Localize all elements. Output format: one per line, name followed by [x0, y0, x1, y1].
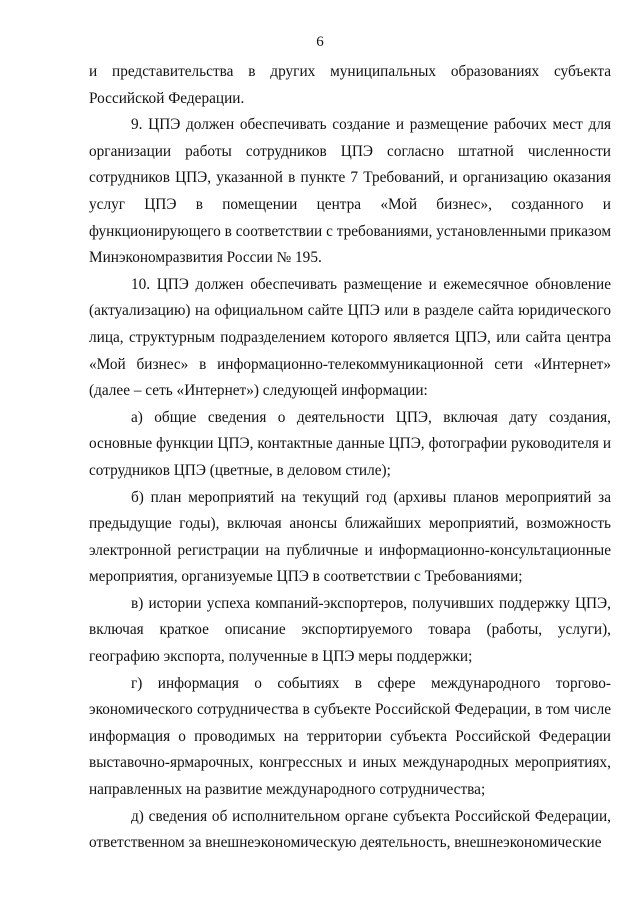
subitem-v: в) истории успеха компаний-экспортеров, получивших поддержку ЦПЭ, включая краткое описание экспортируемого товара (работы, услуги), географию экспорта, полученные в ЦПЭ меры поддержки; [89, 594, 611, 666]
paragraph-continuation: и представительства в других муниципальных образованиях субъекта Российской Федерации. [89, 63, 611, 107]
page-number: 6 [316, 34, 324, 50]
paragraph-item-10: 10. ЦПЭ должен обеспечивать размещение и ежемесячное обновление (актуализацию) на официальном сайте ЦПЭ или в разделе сайта юридического лица, структурным подразделением которого является ЦПЭ, или сайта центра «Мой бизнес» в информационно-телекоммуникационной сети «Интернет» (далее – сеть «Интернет») следующей информации: [89, 275, 611, 400]
subitem-a: а) общие сведения о деятельности ЦПЭ, включая дату создания, основные функции ЦПЭ, контактные данные ЦПЭ, фотографии руководителя и сотрудников ЦПЭ (цветные, в деловом стиле); [89, 408, 611, 479]
subitem-d: д) сведения об исполнительном органе субъекта Российской Федерации, ответственном за внешнеэкономическую деятельность, внешнеэкономические [89, 807, 611, 852]
document-body [89, 59, 611, 857]
paragraph-item-9: 9. ЦПЭ должен обеспечивать создание и размещение рабочих мест для организации работы сотрудников ЦПЭ согласно штатной численности сотрудников ЦПЭ, указанной в пункте 7 Требований, и организацию оказания услуг ЦПЭ в помещении центра «Мой бизнес», созданного и функционирующего в соответствии с требованиями, установленными приказом Минэкономразвития России № 195. [89, 116, 611, 267]
subitem-g: г) информация о событиях в сфере международного торгово-экономического сотрудничества в субъекте Российской Федерации, в том числе информация о проводимых на территории субъекта Российской Федерации выставочно-ярмарочных, конгрессных и иных международных мероприятиях, направленных на развитие международного сотрудничества; [89, 674, 611, 799]
subitem-b: б) план мероприятий на текущий год (архивы планов мероприятий за предыдущие годы), включая анонсы ближайших мероприятий, возможность электронной регистрации на публичные и информационно-консультационные мероприятия, организуемые ЦПЭ в соответствии с Требованиями; [89, 488, 611, 586]
